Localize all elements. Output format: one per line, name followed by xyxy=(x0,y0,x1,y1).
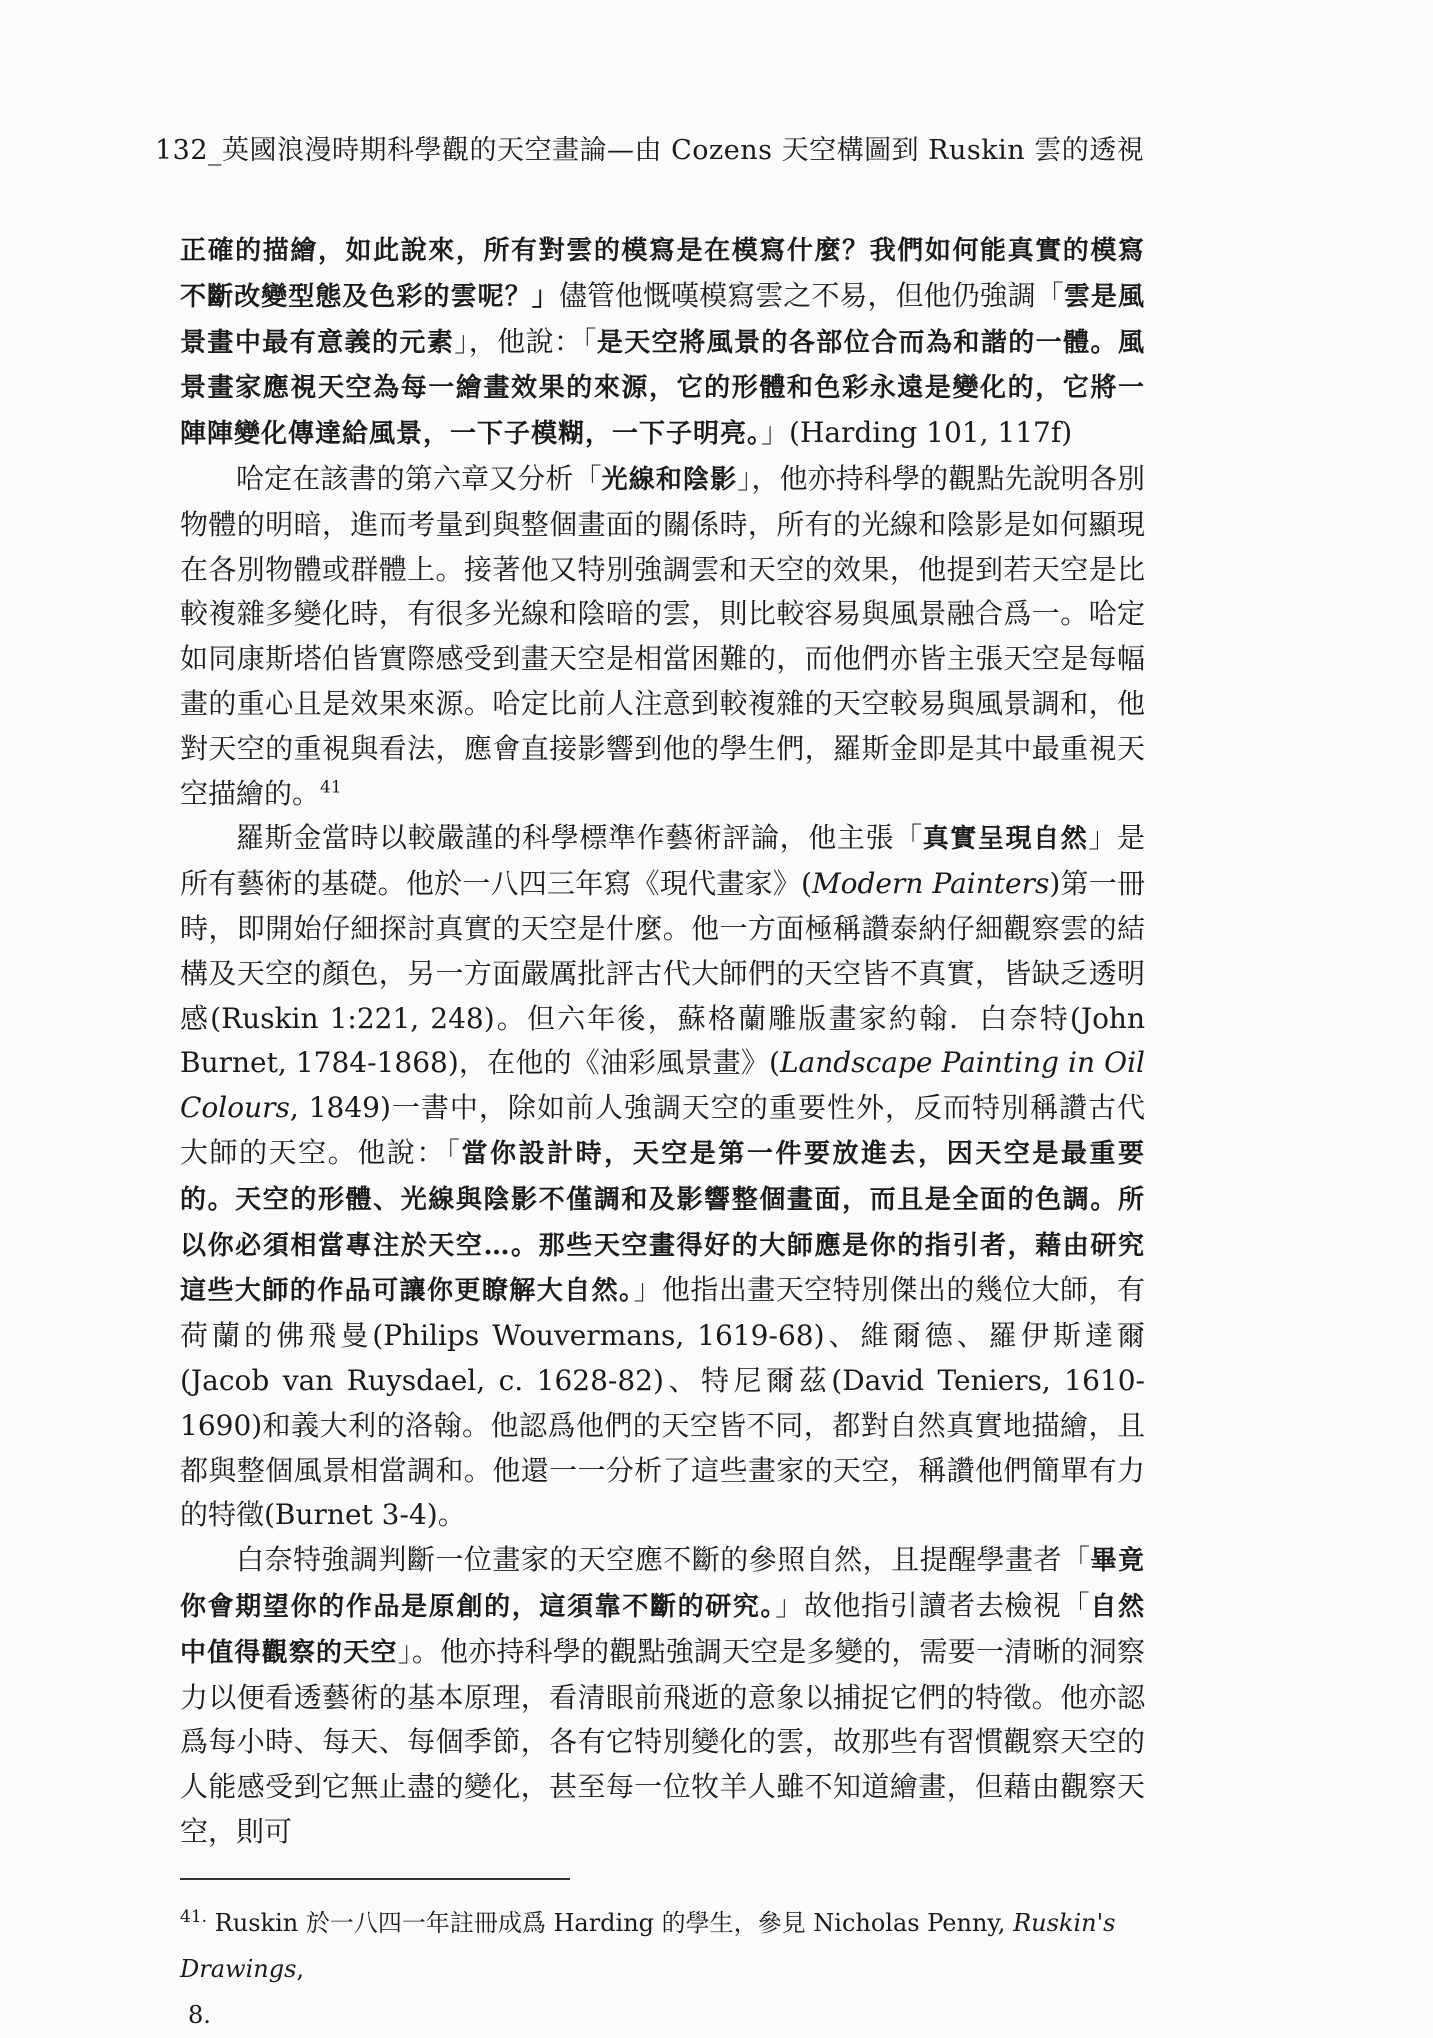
paragraph-4 xyxy=(180,1538,1145,1855)
quote-run: 光線和陰影 xyxy=(601,464,738,495)
footnote-continuation: 8. xyxy=(188,2001,211,2029)
quote-run: 當你設計時，天空是第一件要放進去，因天空是最重要的。天空的形體、光線與陰影不僅調和及影響整個畫面，而且是全面的色調。所以你必須相當專注於天空…。那些天空畫得好的大師應是你的指引者，藉由研究這些大師的作品可讓你更瞭解大自然。 xyxy=(180,1138,1145,1307)
paragraph-3 xyxy=(180,816,1145,1538)
text-run: 」，他說：「 xyxy=(454,324,597,358)
italic-title-run: Landscape Painting in Oil Colours xyxy=(180,1046,1145,1125)
text-run: 羅斯金當時以較嚴謹的科學標準作藝術評論，他主張「 xyxy=(236,821,923,855)
text-run: 」是所有藝術的基礎。他於一八四三年寫《現代畫家》( xyxy=(180,821,1145,901)
footnote-ref: 41 xyxy=(320,777,342,798)
text-run: 」，他亦持科學的觀點先說明各別物體的明暗，進而考量到與整個畫面的關係時，所有的光線和陰影是如何顯現在各別物體或群體上。接著他又特別強調雲和天空的效果，他提到若天空是比較複雜多變化時，有很多光線和陰暗的雲，則比較容易與風景融合爲一。哈定如同康斯塔伯皆實際感受到畫天空是相當困難的，而他們亦皆主張天空是每幅畫的重心且是效果來源。哈定比前人注意到較複雜的天空較易與風景調和，他對天空的重視與看法，應會直接影響到他的學生們，羅斯金即是其中最重視天空描繪的。 xyxy=(180,461,1145,810)
quote-run: 雲是風景畫中最有意義的元素 xyxy=(180,281,1145,358)
footnote-text-after: , xyxy=(296,1955,305,1983)
quote-run: 畢竟你會期望你的作品是原創的，這須靠不斷的研究。 xyxy=(180,1546,1145,1622)
text-run: 哈定在該書的第六章又分析「 xyxy=(236,461,602,495)
paragraph-1 xyxy=(180,228,1145,457)
quote-run: 正確的描繪，如此說來，所有對雲的模寫是在模寫什麼？我們如何能真實的模寫不斷改變型態及色彩的雲呢？」 xyxy=(180,236,1145,312)
text-run: 儘管他慨嘆模寫雲之不易，但他仍強調「 xyxy=(558,278,1064,312)
main-text xyxy=(180,228,1145,1855)
text-run: )第一冊時，即開始仔細探討真實的天空是什麼。他一方面極稱讚泰納仔細觀察雲的結構及天空的顏色，另一方面嚴厲批評古代大師們的天空皆不真實，皆缺乏透明感(Ruskin 1:221, 248)。但六年後，蘇格蘭雕版畫家約翰．白奈特(John Burnet, 1784-1868)，在他的《油彩風景畫》( xyxy=(180,867,1145,1080)
footnote-rule xyxy=(180,1878,570,1880)
text-run: 白奈特強調判斷一位畫家的天空應不斷的參照自然，且提醒學畫者「 xyxy=(236,1543,1091,1577)
footnote-marker: 41. xyxy=(180,1907,208,1927)
footnote-41 xyxy=(180,1900,1150,2038)
page-number: 132 xyxy=(155,135,209,166)
running-title: _英國浪漫時期科學觀的天空畫論—由 Cozens 天空構圖到 Ruskin 雲的透視 xyxy=(208,135,1145,166)
italic-title-run: Modern Painters xyxy=(811,867,1050,901)
quote-run: 是天空將風景的各部位合而為和諧的一體。風景畫家應視天空為每一繪畫效果的來源，它的形體和色彩永遠是變化的，它將一陣陣變化傳達給風景，一下子模糊，一下子明亮。 xyxy=(180,327,1145,450)
text-run: 」(Harding 101, 117f) xyxy=(761,416,1073,450)
quote-run: 真實呈現自然 xyxy=(922,824,1089,855)
text-run: , 1849)一書中，除如前人強調天空的重要性外，反而特別稱讚古代大師的天空。他說：「 xyxy=(180,1091,1145,1169)
text-run: 」。他亦持科學的觀點強調天空是多變的，需要一清晰的洞察力以便看透藝術的基本原理，看清眼前飛逝的意象以捕捉它們的特徵。他亦認爲每小時、每天、每個季節，各有它特別變化的雲，故那些有習慣觀察天空的人能感受到它無止盡的變化，甚至每一位牧羊人雖不知道繪畫，但藉由觀察天空，則可 xyxy=(180,1634,1145,1848)
running-header xyxy=(155,128,1285,167)
footnote-text-before: Ruskin 於一八四一年註冊成爲 Harding 的學生，參見 Nicholas Penny, xyxy=(207,1909,1014,1937)
quote-run: 自然中值得觀察的天空 xyxy=(180,1591,1145,1668)
footnote-title: Ruskin's Drawings xyxy=(180,1909,1116,1983)
text-run: 」故他指引讀者去檢視「 xyxy=(775,1588,1091,1622)
paragraph-2 xyxy=(180,457,1145,816)
text-run: 」他指出畫天空特別傑出的幾位大師，有荷蘭的佛飛曼(Philips Wouvermans, 1619-68)、維爾德、羅伊斯達爾(Jacob van Ruysdael, c. 1628-82)、特尼爾茲(David Teniers, 1610-1690)和義大利的洛翰。他認爲他們的天空皆不同，都對自然真實地描繪，且都與整個風景相當調和。他還一一分析了這些畫家的天空，稱讚他們簡單有力的特徵(Burnet 3-4)。 xyxy=(180,1273,1145,1532)
